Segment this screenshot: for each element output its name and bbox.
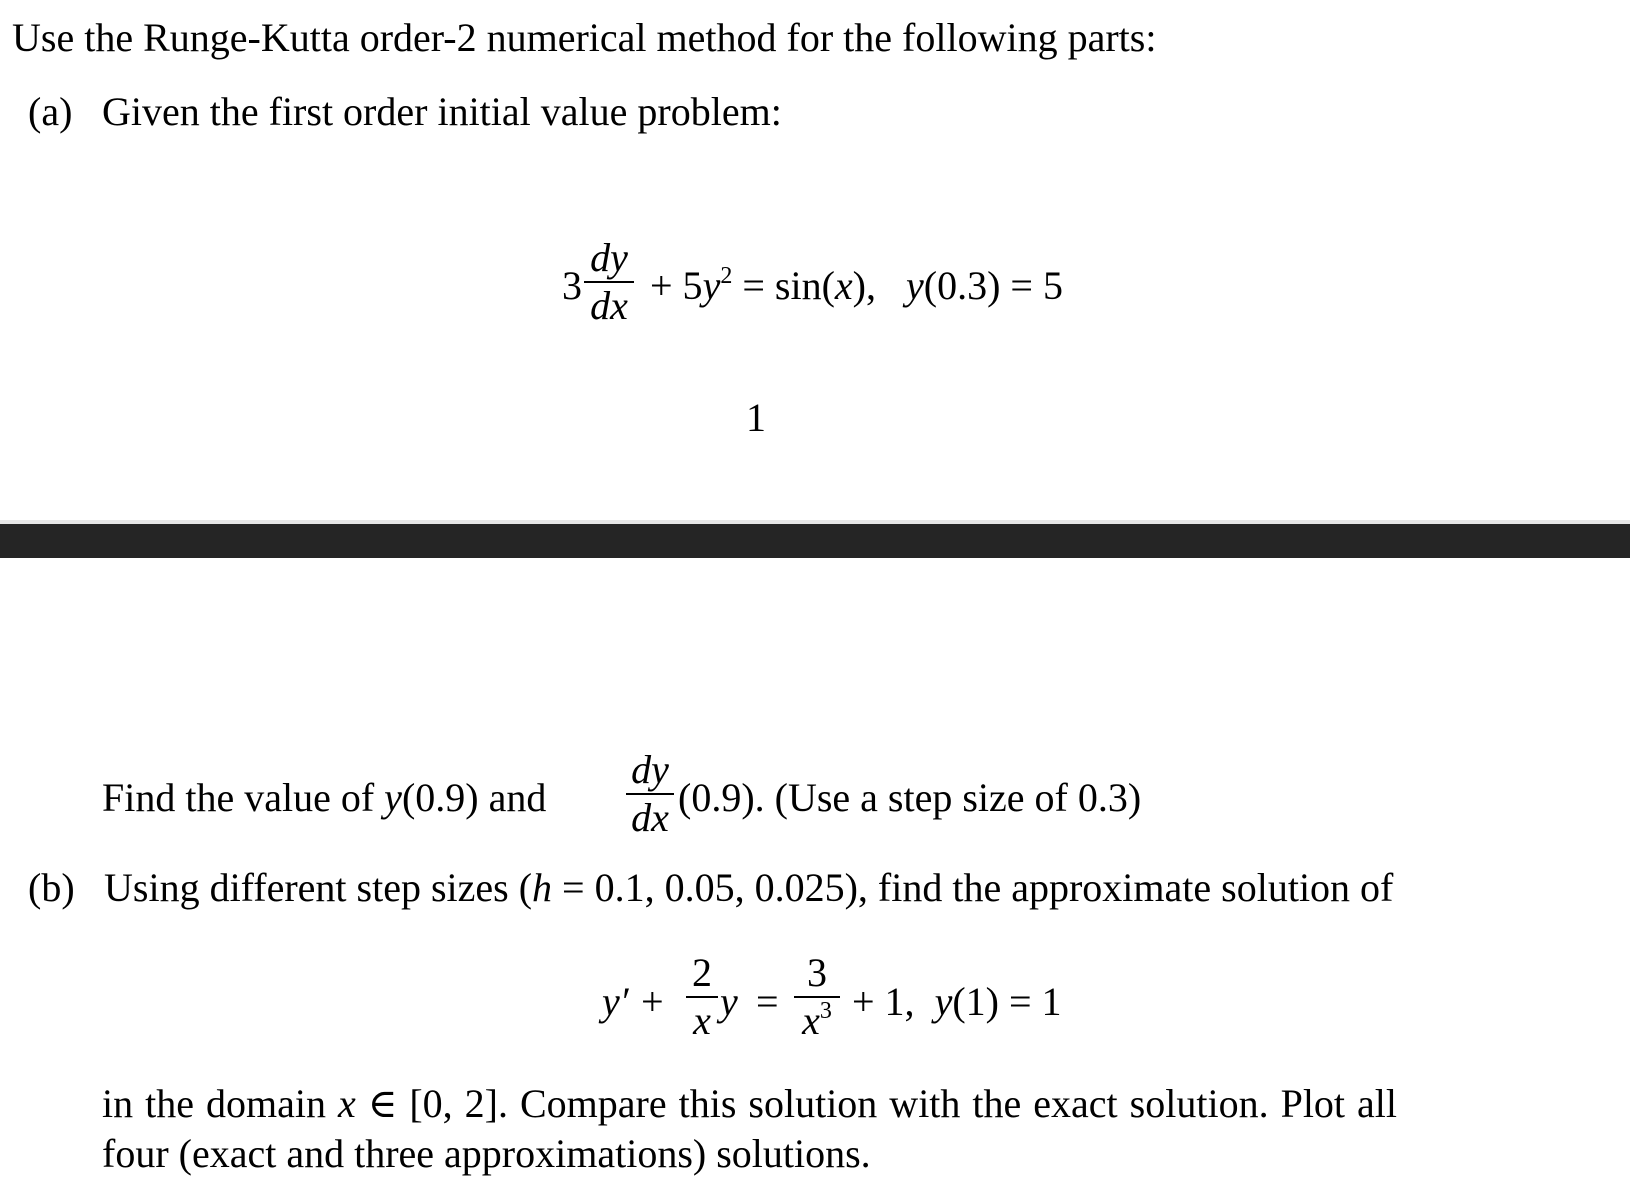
eq-b-eq: = — [756, 979, 779, 1024]
domain-x: x — [337, 1081, 356, 1126]
find-frac-num: dy — [631, 747, 669, 792]
part-b-label: (b) — [28, 865, 75, 910]
eq-b-frac2-exp: 3 — [819, 998, 832, 1024]
find-arg: (0.9) and — [401, 775, 547, 820]
eq-b-ic: (1) = 1 — [952, 979, 1062, 1024]
domain-line-2: four (exact and three approximations) solutions. — [102, 1131, 871, 1176]
part-b-text — [104, 865, 1394, 910]
find-derivative — [626, 747, 674, 840]
eq-b-y: y — [720, 979, 738, 1024]
eq-b-frac2 — [794, 950, 840, 1043]
find-prefix-text: Find the value of — [102, 775, 385, 820]
eq-b-yprime: y′ + — [602, 979, 666, 1024]
eq-a-close: ), — [852, 263, 876, 308]
eq-a-y: y — [702, 263, 721, 308]
eq-a-sin: = sin( — [742, 263, 835, 308]
eq-a-plus: + 5 — [650, 263, 703, 308]
eq-a-frac-den: dx — [590, 283, 628, 328]
find-prefix — [102, 775, 547, 820]
eq-a-x: x — [834, 263, 853, 308]
eq-b-ic-y: y — [934, 979, 953, 1024]
eq-a-rhs — [650, 263, 1063, 308]
eq-b-plus: + 1, — [852, 979, 915, 1024]
divider-dark — [0, 524, 1630, 558]
stray-number: 1 — [746, 395, 766, 440]
eq-b-frac2-den-x: x — [802, 998, 820, 1043]
part-a-heading: Given the first order initial value problem: — [102, 89, 782, 134]
part-b-text-after: = 0.1, 0.05, 0.025), find the approximate solution of — [552, 865, 1394, 910]
find-frac-den: dx — [631, 795, 669, 840]
find-suffix: (0.9). (Use a step size of 0.3) — [678, 775, 1142, 820]
eq-b-frac2-num: 3 — [807, 950, 827, 995]
find-y: y — [384, 775, 402, 820]
part-b-h: h — [532, 865, 553, 910]
eq-b-frac1-den: x — [693, 998, 711, 1043]
domain-post: ∈ [0, 2]. Compare this solution with the exact solution. Plot all — [355, 1081, 1398, 1126]
eq-b-frac1-num: 2 — [692, 950, 712, 995]
eq-b-rhs — [852, 979, 1062, 1024]
eq-a-ic-y: y — [905, 263, 924, 308]
eq-a-coef: 3 — [562, 263, 582, 308]
domain-line-1 — [102, 1081, 1398, 1126]
eq-b-frac1 — [686, 950, 718, 1043]
eq-b-frac2-den — [794, 998, 840, 1043]
eq-a-ic: (0.3) = 5 — [923, 263, 1063, 308]
eq-a-frac-num: dy — [590, 235, 628, 280]
intro-text: Use the Runge-Kutta order-2 numerical method for the following parts: — [12, 15, 1157, 60]
eq-a-exp: 2 — [720, 263, 733, 289]
eq-a-derivative — [584, 235, 634, 328]
domain-pre: in the domain — [102, 1081, 338, 1126]
part-b-text-before: Using different step sizes ( — [104, 865, 533, 910]
part-a-label: (a) — [28, 89, 73, 134]
